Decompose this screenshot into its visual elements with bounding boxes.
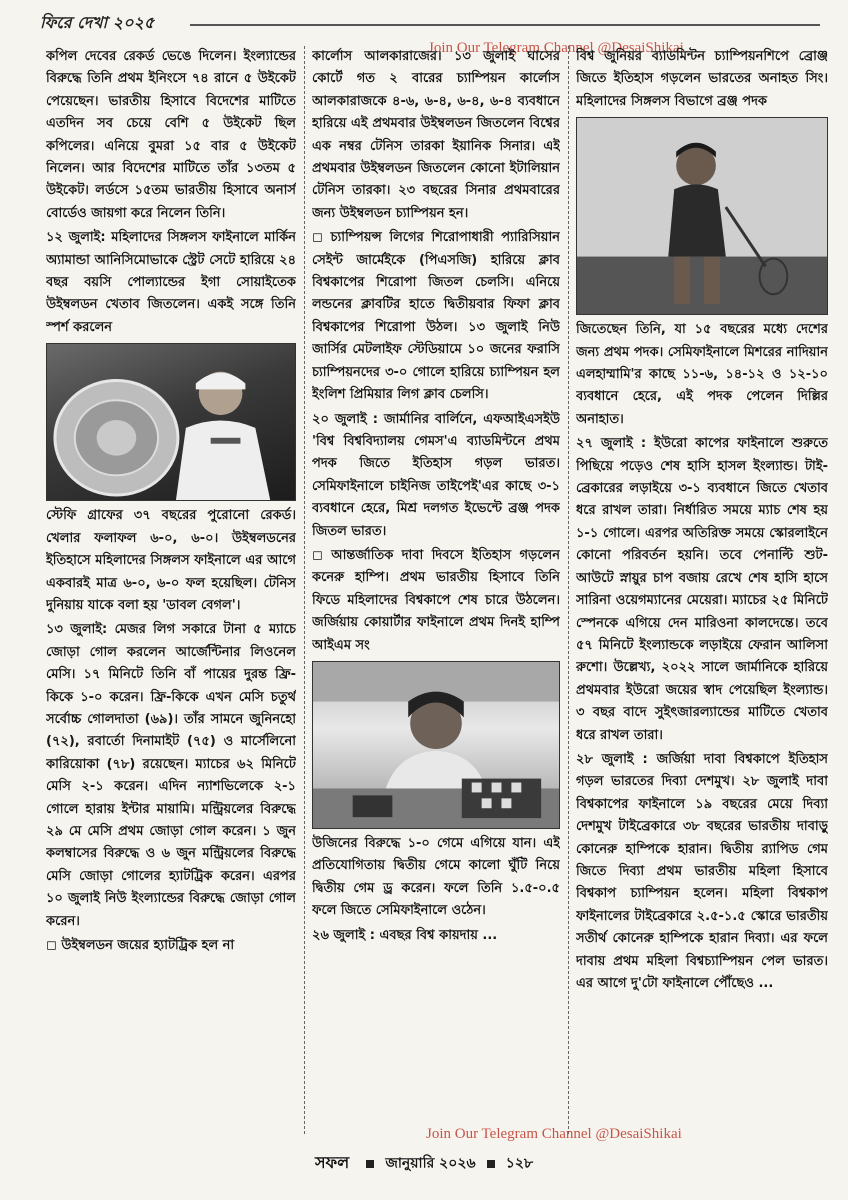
column-2 — [312, 46, 560, 1134]
article-paragraph: ১৩ জুলাই: মেজর লিগ সকারে টানা ৫ ম্যাচে জোড়া গোল করলেন আর্জেন্টিনার লিওনেল মেসি। ১৭ মিনিটে তিনি বাঁ পায়ের দুরন্ত ফ্রি-কিকে ১-০ করেন। ফ্রি-কিকে এখন মেসি চতুর্থ সর্বোচ্চ গোলদাতা (৬৯)। তাঁর সামনে জুনিনহো (৭২), রবার্তো দিনামাইট (৭৫) ও মার্সেলিনো কারিয়োকা (৭৮) রয়েছেন। ম্যাচের ৬২ মিনিটে মেসি ২-১ করেন। এদিন ন্যাশভিলেকে ২-১ গোলে হারায় ইন্টার মায়ামি। মন্ট্রিয়লের বিরুদ্ধে ২৯ মে মেসি প্রথম জোড়া গোল করেন। ১ জুন কলম্বাসের বিরুদ্ধে ও ৬ জুন মন্ট্রিয়লের বিরুদ্ধে মেসি জোড়া গোলের হ্যাটট্রিক করেন। এরপর ১০ জুলাই নিউ ইংল্যান্ডের বিরুদ্ধে জোড়া গোল করেন। — [46, 622, 296, 929]
article-paragraph: বিশ্ব জুনিয়র ব্যাডমিন্টন চ্যাম্পিয়নশিপে ব্রোঞ্জ জিতে ইতিহাস গড়লেন ভারতের অনাহত সিং। মহিলাদের সিঙ্গলস বিভাগে ব্রঞ্জ পদক — [576, 49, 828, 109]
photo-illustration — [313, 662, 559, 828]
column-3 — [576, 46, 828, 1134]
page-header — [40, 6, 820, 38]
article-paragraph: ◻ উইম্বলডন জয়ের হ্যাটট্রিক হল না — [46, 938, 235, 953]
article-paragraph: স্টেফি গ্রাফের ৩৭ বছরের পুরোনো রেকর্ড। খেলার ফলাফল ৬-০, ৬-০। উইম্বলডনের ইতিহাসে মহিলাদের সিঙ্গলস ফাইনালে এর আগে একবারই মাত্র ৬-০, ৬-০ ফল হয়েছিল। টেনিস দুনিয়ায় যাকে বলা হয় 'ডাবল বেগল'। — [46, 508, 296, 613]
section-title: ফিরে দেখা ২০২৫ — [40, 10, 160, 37]
column-divider — [304, 46, 305, 1134]
magazine-logo: সফল — [314, 1153, 350, 1172]
photo-illustration — [47, 344, 295, 500]
header-rule — [190, 24, 820, 26]
article-paragraph: কপিল দেবের রেকর্ড ভেঙে দিলেন। ইংল্যান্ডের বিরুদ্ধে তিনি প্রথম ইনিংসে ৭৪ রানে ৫ উইকেট পেয়েছেন। ভারতীয় হিসাবে বিদেশের মাটিতে এতদিন সব চেয়ে বেশি ৫ উইকেট ছিল কপিলের। এনিয়ে বুমরা ১৫ বার ৫ উইকেট নিলেন। আর বিদেশের মাটিতে তাঁর ১৩তম ৫ উইকেট। লর্ডসে ১৫তম ভারতীয় হিসাবে অনার্স বোর্ডেও জায়গা করে নিলেন তিনি। — [46, 49, 296, 221]
article-paragraph: ◻ আন্তর্জাতিক দাবা দিবসে ইতিহাস গড়লেন কনেরু হাম্পি। প্রথম ভারতীয় হিসাবে তিনি ফিডে মহিলাদের বিশ্বকাপে শেষ চারে উঠলেন। জর্জিয়ায় কোয়ার্টার ফাইনালে প্রথম দিনই হাম্পি আইএম সং — [312, 547, 560, 653]
watermark-bottom[interactable]: Join Our Telegram Channel @DesaiShikai — [426, 1126, 682, 1142]
column-divider — [568, 46, 569, 1134]
bullet-square-icon — [487, 1160, 495, 1168]
photo-illustration — [577, 118, 827, 314]
page-footer — [0, 1150, 848, 1180]
article-paragraph: ১২ জুলাই: মহিলাদের সিঙ্গলস ফাইনালে মার্কিন অ্যামান্ডা আনিসিমোভাকে স্ট্রেট সেটে হারিয়ে ২৪ বছর বয়সি পোল্যান্ডের ইগা সোয়াইতেক উইম্বলডন খেতাব জিতলেন। একই সঙ্গে তিনি স্পর্শ করলেন — [46, 230, 296, 335]
photo-humpy-chess — [312, 661, 560, 829]
page-number: ১২৮ — [505, 1155, 534, 1172]
article-paragraph: ◻ চ্যাম্পিয়ন্স লিগের শিরোপাধারী প্যারিসিয়ান সেইন্ট জার্মেইকে (পিএসজি) হারিয়ে ক্লাব বিশ্বকাপের শিরোপা জিতল চেলসি। এনিয়ে লন্ডনের ক্লাবটির হাতে দ্বিতীয়বার ফিফা ক্লাব বিশ্বকাপের শিরোপা উঠল। ১৩ জুলাই নিউ জার্সির মেটলাইফ স্টেডিয়ামে ১০ জনের ফরাসি চ্যাম্পিয়নদের ৩-০ গোলে হারিয়ে চ্যাম্পিয়ন হল ইংলিশ প্রিমিয়ার লিগ ক্লাব চেলসি। — [312, 230, 560, 403]
issue-date: জানুয়ারি ২০২৬ — [385, 1155, 476, 1172]
article-paragraph: ২৭ জুলাই : ইউরো কাপের ফাইনালে শুরুতে পিছিয়ে পড়েও শেষ হাসি হাসল ইংল্যান্ড। টাই-ব্রেকারের লড়াইয়ে ৩-১ ব্যবধানে জিতে খেতাব ধরে রাখল তারা। নির্ধারিত সময়ে ম্যাচ শেষ হয় ১-১ গোলে। এরপর অতিরিক্ত সময়ে স্কোরলাইনে কোনো পরিবর্তন হয়নি। তবে পেনাল্টি শুট-আউটে স্নায়ুর চাপ বজায় রেখে শেষ হাসি হাসে সারিনা ওয়েগম্যানের মেয়েরা। ম্যাচের ২৫ মিনিটে স্পেনকে এগিয়ে দেন মারিওনা কালদেন্তে। তবে ৫৭ মিনিটে ইংল্যান্ডকে লড়াইয়ে ফেরান আলিসা রুশো। উল্লেখ্য, ২০২২ সালে জার্মানিকে হারিয়ে প্রথমবার ইউরো জয়ের স্বাদ পেয়েছিল ইংল্যান্ড। ৩ বছর বাদে সুইৎজারল্যান্ডের মাটিতে খেতাব ধরে রাখল তারা। — [576, 436, 828, 743]
article-paragraph: উজিনের বিরুদ্ধে ১-০ গেমে এগিয়ে যান। এই প্রতিযোগিতায় দ্বিতীয় গেমে কালো ঘুঁটি নিয়ে দ্বিতীয় গেম ড্র করেন। ফলে তিনি ১.৫-০.৫ ফলে জিতে সেমিফাইনালে ওঠেন। — [312, 835, 560, 919]
article-paragraph: কার্লোস আলকারাজের। ১৩ জুলাই ঘাসের কোর্টে গত ২ বারের চ্যাম্পিয়ন কার্লোস আলকারাজকে ৪-৬, ৬-৪, ৬-৪, ৬-৪ ব্যবধানে হারিয়ে এই প্রথমবার উইম্বলডন জিতলেন বিশ্বের এক নম্বর টেনিস তারকা ইয়ানিক সিনার। এই প্রথমবার উইম্বলডন জিতলেন কোনো ইটালিয়ান টেনিস তারকা। ২৩ বছরের সিনার প্রথমবারের জন্য উইম্বলডন চ্যাম্পিয়ন হন। — [312, 49, 560, 221]
watermark-top[interactable]: Join Our Telegram Channel @DesaiShikai — [428, 40, 684, 56]
bullet-square-icon — [366, 1160, 374, 1168]
article-paragraph: ২০ জুলাই : জার্মানির বার্লিনে, এফআইএসইউ 'বিশ্ব বিশ্ববিদ্যালয় গেমস'এ ব্যাডমিন্টনে প্রথম পদক জিতে ইতিহাস গড়ল ভারত। সেমিফাইনালে চাইনিজ তাইপেই'এর কাছে ৩-১ ব্যবধানে হেরে, মিশ্র দলগত ইভেন্টে ব্রঞ্জ পদক জিতল ভারত। — [312, 411, 560, 539]
photo-anahat-badminton — [576, 117, 828, 315]
article-paragraph: ২৮ জুলাই : জর্জিয়া দাবা বিশ্বকাপে ইতিহাস গড়ল ভারতের দিব্যা দেশমুখ। ২৮ জুলাই দাবা বিশ্বকাপের ফাইনালে ১৯ বছরের মেয়ে দিব্যা দেশমুখ টাইব্রেকারে ৩৮ বছরের ভারতীয় দাবাড়ু কোনেরু হাম্পিকে হারান। দ্বিতীয় র‍্যাপিড গেম জিতে দিব্যা প্রথম ভারতীয় মহিলা হিসাবে বিশ্বকাপ চ্যাম্পিয়ন হলেন। মহিলা বিশ্বকাপ ফাইনালের টাইব্রেকারে ২.৫-১.৫ স্কোরে ভারতীয় সতীর্থ কোনেরু হাম্পিকে হারান দিব্যা। এর ফলে দাবায় প্রথম মহিলা বিশ্বচ্যাম্পিয়ন পেল ভারত। এর আগে দু'টো ফাইনালে পৌঁছেও ... — [576, 751, 828, 991]
photo-swiatek-trophy — [46, 343, 296, 501]
article-paragraph: জিতেছেন তিনি, যা ১৫ বছরের মধ্যে দেশের জন্য প্রথম পদক। সেমিফাইনালে মিশরের নাদিয়ান এলহাম্মামি'র কাছে ১১-৬, ১৪-১২ ও ১২-১০ ব্যবধানে হেরে, এই পদক পেলেন দিল্লির অনাহাত। — [576, 322, 828, 427]
article-paragraph: ২৬ জুলাই : এবছর বিশ্ব কায়দায় ... — [312, 927, 498, 943]
column-1 — [46, 46, 296, 1134]
